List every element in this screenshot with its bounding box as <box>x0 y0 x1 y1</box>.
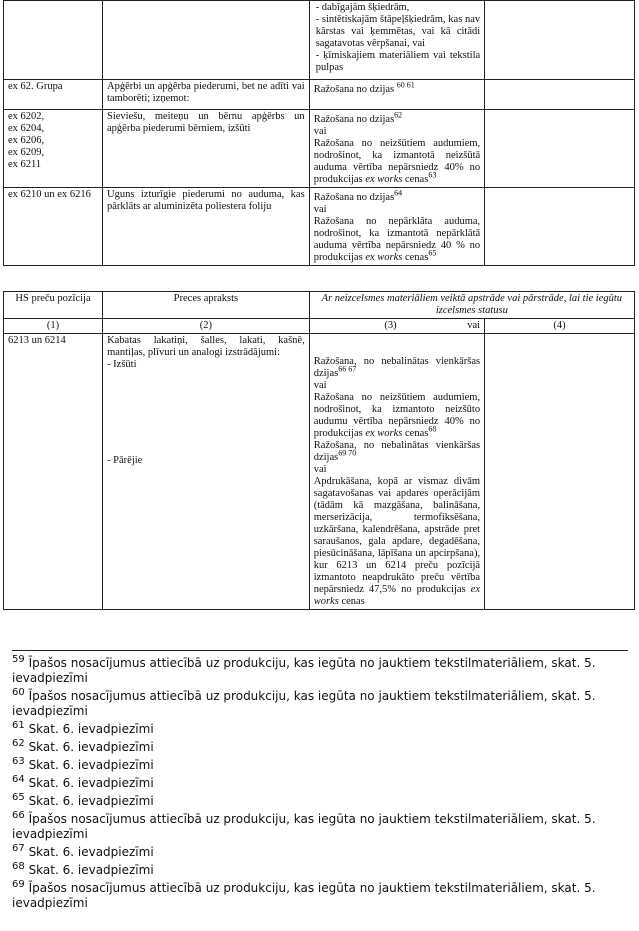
footnote: $^{66}$ Īpašos nosacījumus attiecībā uz produkciju, kas iegūta no jauktiem tekstilmateriāliem, skat. 5. ievadpiezīmi <box>12 810 596 841</box>
footnote: $^{63}$ Skat. 6. ievadpiezīmi <box>12 756 154 772</box>
footnote-ref: 65 <box>428 248 437 258</box>
column-number: (4) <box>485 319 635 334</box>
footnote: $^{68}$ Skat. 6. ievadpiezīmi <box>12 861 154 877</box>
footnote-ref: 62 <box>394 110 403 120</box>
hs-cell: ex 62. Grupa <box>4 80 103 110</box>
footnote-ref: 66 67 <box>338 364 357 374</box>
desc-cell: Kabatas lakatiņi, šalles, lakati, kašnē, mantiļas, plīvuri un analogi izstrādājumi: - Izšūti - Pārējie <box>103 334 310 610</box>
table-row <box>4 80 635 110</box>
alt-rule-cell <box>485 80 635 110</box>
column-header-hs: HS preču pozīcija <box>4 292 103 319</box>
table-row <box>4 188 635 266</box>
rules-table-bottom <box>3 291 635 610</box>
footnotes <box>12 656 628 914</box>
hs-cell: ex 6210 un ex 6216 <box>4 188 103 266</box>
desc-cell: Sieviešu, meiteņu un bērnu apģērbs un apģērba piederumi bērniem, izšūti <box>103 110 310 188</box>
footnote: $^{62}$ Skat. 6. ievadpiezīmi <box>12 738 154 754</box>
hs-cell <box>4 1 103 80</box>
desc-cell <box>103 1 310 80</box>
hs-cell: 6213 un 6214 <box>4 334 103 610</box>
table-row <box>4 1 635 80</box>
rule-cell: Ražošana no dzijas$^{64}$ vai Ražošana no nepārklāta auduma, nodrošinot, ka izmantotā nepārklātā auduma vērtība nepārsniedz 40 % no produkcijas ex works cenas$^{65}$ <box>309 188 484 266</box>
footnote-ref: 60 61 <box>396 80 415 90</box>
footnote: $^{69}$ Īpašos nosacījumus attiecībā uz produkciju, kas iegūta no jauktiem tekstilmateriāliem, skat. 5. ievadpiezīmi <box>12 879 596 910</box>
footnote: $^{59}$ Īpašos nosacījumus attiecībā uz produkciju, kas iegūta no jauktiem tekstilmateriāliem, skat. 5. ievadpiezīmi <box>12 654 596 685</box>
rule-cell: Ražošana no dzijas$^{62}$ vai Ražošana no neizšūtiem audumiem, nodrošinot, ka izmantotā neizšūtā auduma vērtība nepārsniedz 40% no produkcijas ex works cenas$^{63}$ <box>309 110 484 188</box>
desc-cell: Apģērbi un apģērba piederumi, bet ne adīti vai tamborēti; izņemot: <box>103 80 310 110</box>
alt-rule-cell <box>485 188 635 266</box>
header-row <box>4 292 635 319</box>
column-header-desc: Preces apraksts <box>103 292 310 319</box>
footnote: $^{61}$ Skat. 6. ievadpiezīmi <box>12 720 154 736</box>
hs-cell: ex 6202, ex 6204, ex 6206, ex 6209, ex 6211 <box>4 110 103 188</box>
footnote-ref: 64 <box>394 188 403 198</box>
rules-table-top <box>3 0 635 266</box>
footnote-ref: 63 <box>428 170 437 180</box>
table-row <box>4 110 635 188</box>
footnote: $^{65}$ Skat. 6. ievadpiezīmi <box>12 792 154 808</box>
desc-cell: Uguns izturīgie piederumi no auduma, kas pārklāts ar aluminizēta poliestera foliju <box>103 188 310 266</box>
rule-cell: Ražošana, no nebalinātas vienkāršas dzijas$^{66 67}$ vai Ražošana no neizšūtiem audumiem, nodrošinot, ka izmantoto neizšūto audumu vērtība nepārsniedz 40% no produkcijas ex works cenas$^{68}$ Ražošana, no nebalinātas vienkāršas dzijas$^{69 70}$ vai Apdrukāšana, kopā ar vismaz divām sagatavošanas vai apdares operācijām (tādām kā mazgāšana, balināšana, merserizācija, termofiksēšana, uzkāršana, kalendrēšana, apstrāde pret saraušanos, gala apdare, degadēšana, piesūcināšana, lāpīšana un apcirpšana), kur 6213 un 6214 preču pozīcijā izmantoto neapdrukāto preču vērtība nepārsniedz 47,5% no produkcijas ex works cenas <box>309 334 484 610</box>
footnote-ref: 68 <box>428 424 437 434</box>
table-row <box>4 334 635 610</box>
footnote: $^{64}$ Skat. 6. ievadpiezīmi <box>12 774 154 790</box>
column-number: (1) <box>4 319 103 334</box>
column-number: (3) vai <box>309 319 484 334</box>
footnote-ref: 69 70 <box>338 448 357 458</box>
rule-cell: Ražošana no dzijas $^{60 61}$ <box>309 80 484 110</box>
alt-rule-cell <box>485 110 635 188</box>
footnote-divider <box>12 650 628 651</box>
list-item: - dabīgajām šķiedrām, <box>315 2 410 13</box>
alt-rule-cell <box>485 334 635 610</box>
list-item: - ķīmiskajiem materiāliem vai tekstila pulpas <box>315 50 481 73</box>
footnote: $^{60}$ Īpašos nosacījumus attiecībā uz produkciju, kas iegūta no jauktiem tekstilmateriāliem, skat. 5. ievadpiezīmi <box>12 687 596 718</box>
alt-rule-cell <box>485 1 635 80</box>
rule-cell <box>309 1 484 80</box>
footnote: $^{67}$ Skat. 6. ievadpiezīmi <box>12 843 154 859</box>
list-item: - sintētiskajām štāpeļšķiedrām, kas nav kārstas vai ķemmētas, vai kā citādi sagatavotas vērpšanai, vai <box>315 14 481 49</box>
column-number: (2) <box>103 319 310 334</box>
column-number-row <box>4 319 635 334</box>
column-header-rule: Ar neizcelsmes materiāliem veiktā apstrāde vai pārstrāde, lai tie iegūtu izcelsmes statusu <box>309 292 634 319</box>
